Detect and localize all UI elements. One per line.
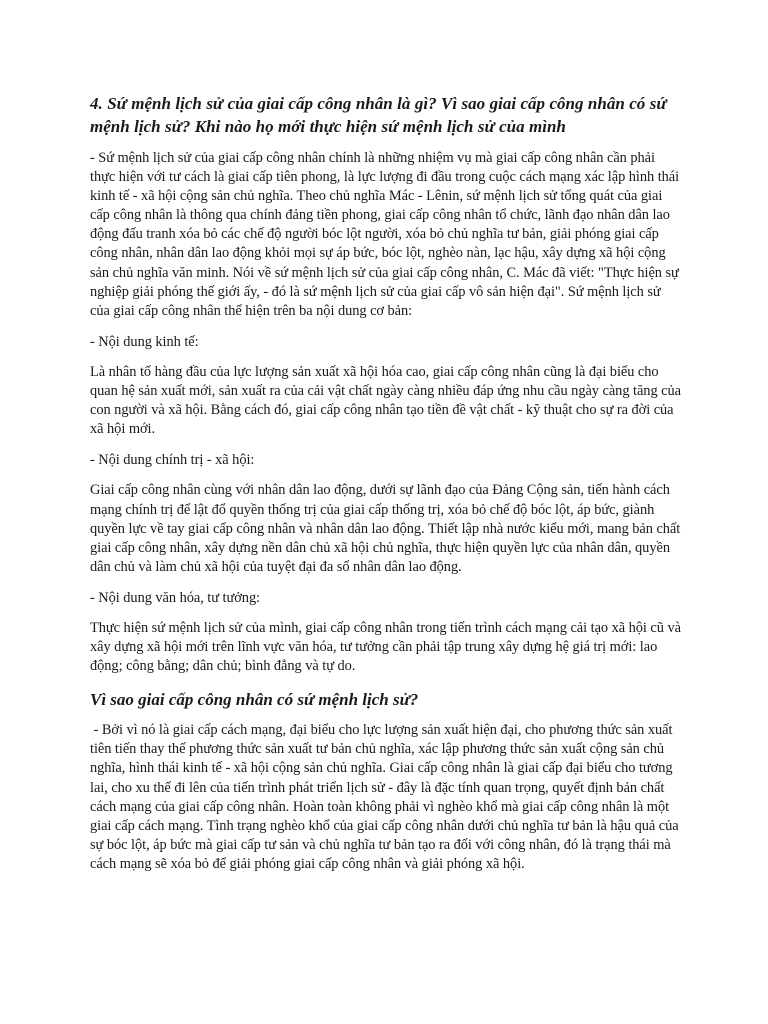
paragraph-mission-definition: - Sứ mệnh lịch sử của giai cấp công nhân chính là những nhiệm vụ mà giai cấp công nhân cần phải thực hiện với tư cách là giai cấp tiên phong, là lực lượng đi đầu trong cuộc cách mạng xác lập hình thái kinh tế - xã hội cộng sản chủ nghĩa. Theo chủ nghĩa Mác - Lênin, sứ mệnh lịch sử tổng quát của giai cấp công nhân là thông qua chính đảng tiền phong, giai cấp công nhân tổ chức, lãnh đạo nhân dân lao động đấu tranh xóa bỏ các chế độ người bóc lột người, xóa bỏ chủ nghĩa tư bản, giải phóng giai cấp công nhân, nhân dân lao động khỏi mọi sự áp bức, bóc lột, nghèo nàn, lạc hậu, xây dựng xã hội cộng sản chủ nghĩa văn minh. Nói về sứ mệnh lịch sử của giai cấp công nhân, C. Mác đã viết: "Thực hiện sự nghiệp giải phóng thế giới ấy, - đó là sứ mệnh lịch sử của giai cấp vô sản hiện đại". Sứ mệnh lịch sử của giai cấp công nhân thể hiện trên ba nội dung cơ bản: — [90, 150, 680, 319]
label-cultural-content: - Nội dung văn hóa, tư tưởng: — [90, 589, 261, 606]
paragraph-economic-content: Là nhân tố hàng đầu của lực lượng sản xuất xã hội hóa cao, giai cấp công nhân cũng là đại biểu cho quan hệ sản xuất mới, sản xuất ra của cải vật chất ngày càng nhiều đáp ứng nhu cầu ngày càng tăng của con người và xã hội. Bằng cách đó, giai cấp công nhân tạo tiền đề vật chất - kỹ thuật cho sự ra đời của xã hội mới. — [90, 363, 681, 438]
label-economic-content: - Nội dung kinh tế: — [90, 333, 199, 350]
section-heading-why: Vì sao giai cấp công nhân có sứ mệnh lịch sử? — [90, 690, 419, 710]
paragraph-why-mission: - Bởi vì nó là giai cấp cách mạng, đại biểu cho lực lượng sản xuất hiện đại, cho phương thức sản xuất tiên tiến thay thế phương thức sản xuất tư bản chủ nghĩa, xác lập phương thức sản xuất cộng sản chủ nghĩa, hình thái kinh tế - xã hội cộng sản chủ nghĩa. Giai cấp công nhân là giai cấp đại biểu cho tương lai, cho xu thế đi lên của tiến trình phát triển lịch sử - đây là đặc tính quan trọng, quyết định bản chất cách mạng của giai cấp công nhân. Hoàn toàn không phải vì nghèo khổ mà giai cấp công nhân là một giai cấp cách mạng. Tình trạng nghèo khổ của giai cấp công nhân dưới chủ nghĩa tư bản là hậu quả của sự bóc lột, áp bức mà giai cấp tư sản và chủ nghĩa tư bản tạo ra đối với công nhân, đó là trạng thái mà cách mạng sẽ xóa bỏ để giải phóng giai cấp công nhân và giải phóng xã hội. — [90, 722, 683, 872]
label-political-content: - Nội dung chính trị - xã hội: — [90, 452, 255, 469]
paragraph-political-content: Giai cấp công nhân cùng với nhân dân lao động, dưới sự lãnh đạo của Đảng Cộng sản, tiến hành cách mạng chính trị để lật đổ quyền thống trị của giai cấp thống trị, xóa bỏ chế độ bóc lột, áp bức, giành quyền lực về tay giai cấp công nhân và nhân dân lao động. Thiết lập nhà nước kiểu mới, mang bản chất giai cấp công nhân, xây dựng nền dân chủ xã hội chủ nghĩa, thực hiện quyền lực của nhân dân, quyền dân chủ và làm chủ xã hội của tuyệt đại đa số nhân dân lao động. — [90, 482, 681, 575]
paragraph-cultural-content: Thực hiện sứ mệnh lịch sử của mình, giai cấp công nhân trong tiến trình cách mạng cải tạo xã hội cũ và xây dựng xã hội mới trên lĩnh vực văn hóa, tư tưởng cần phải tập trung xây dựng hệ giá trị mới: lao động; công bằng; dân chủ; bình đẳng và tự do. — [90, 619, 681, 675]
section-heading-mission: 4. Sứ mệnh lịch sử của giai cấp công nhân là gì? Vì sao giai cấp công nhân có sứ mệnh lịch sử? Khi nào họ mới thực hiện sứ mệnh lịch sử của mình — [90, 94, 667, 136]
document-page — [90, 92, 682, 886]
